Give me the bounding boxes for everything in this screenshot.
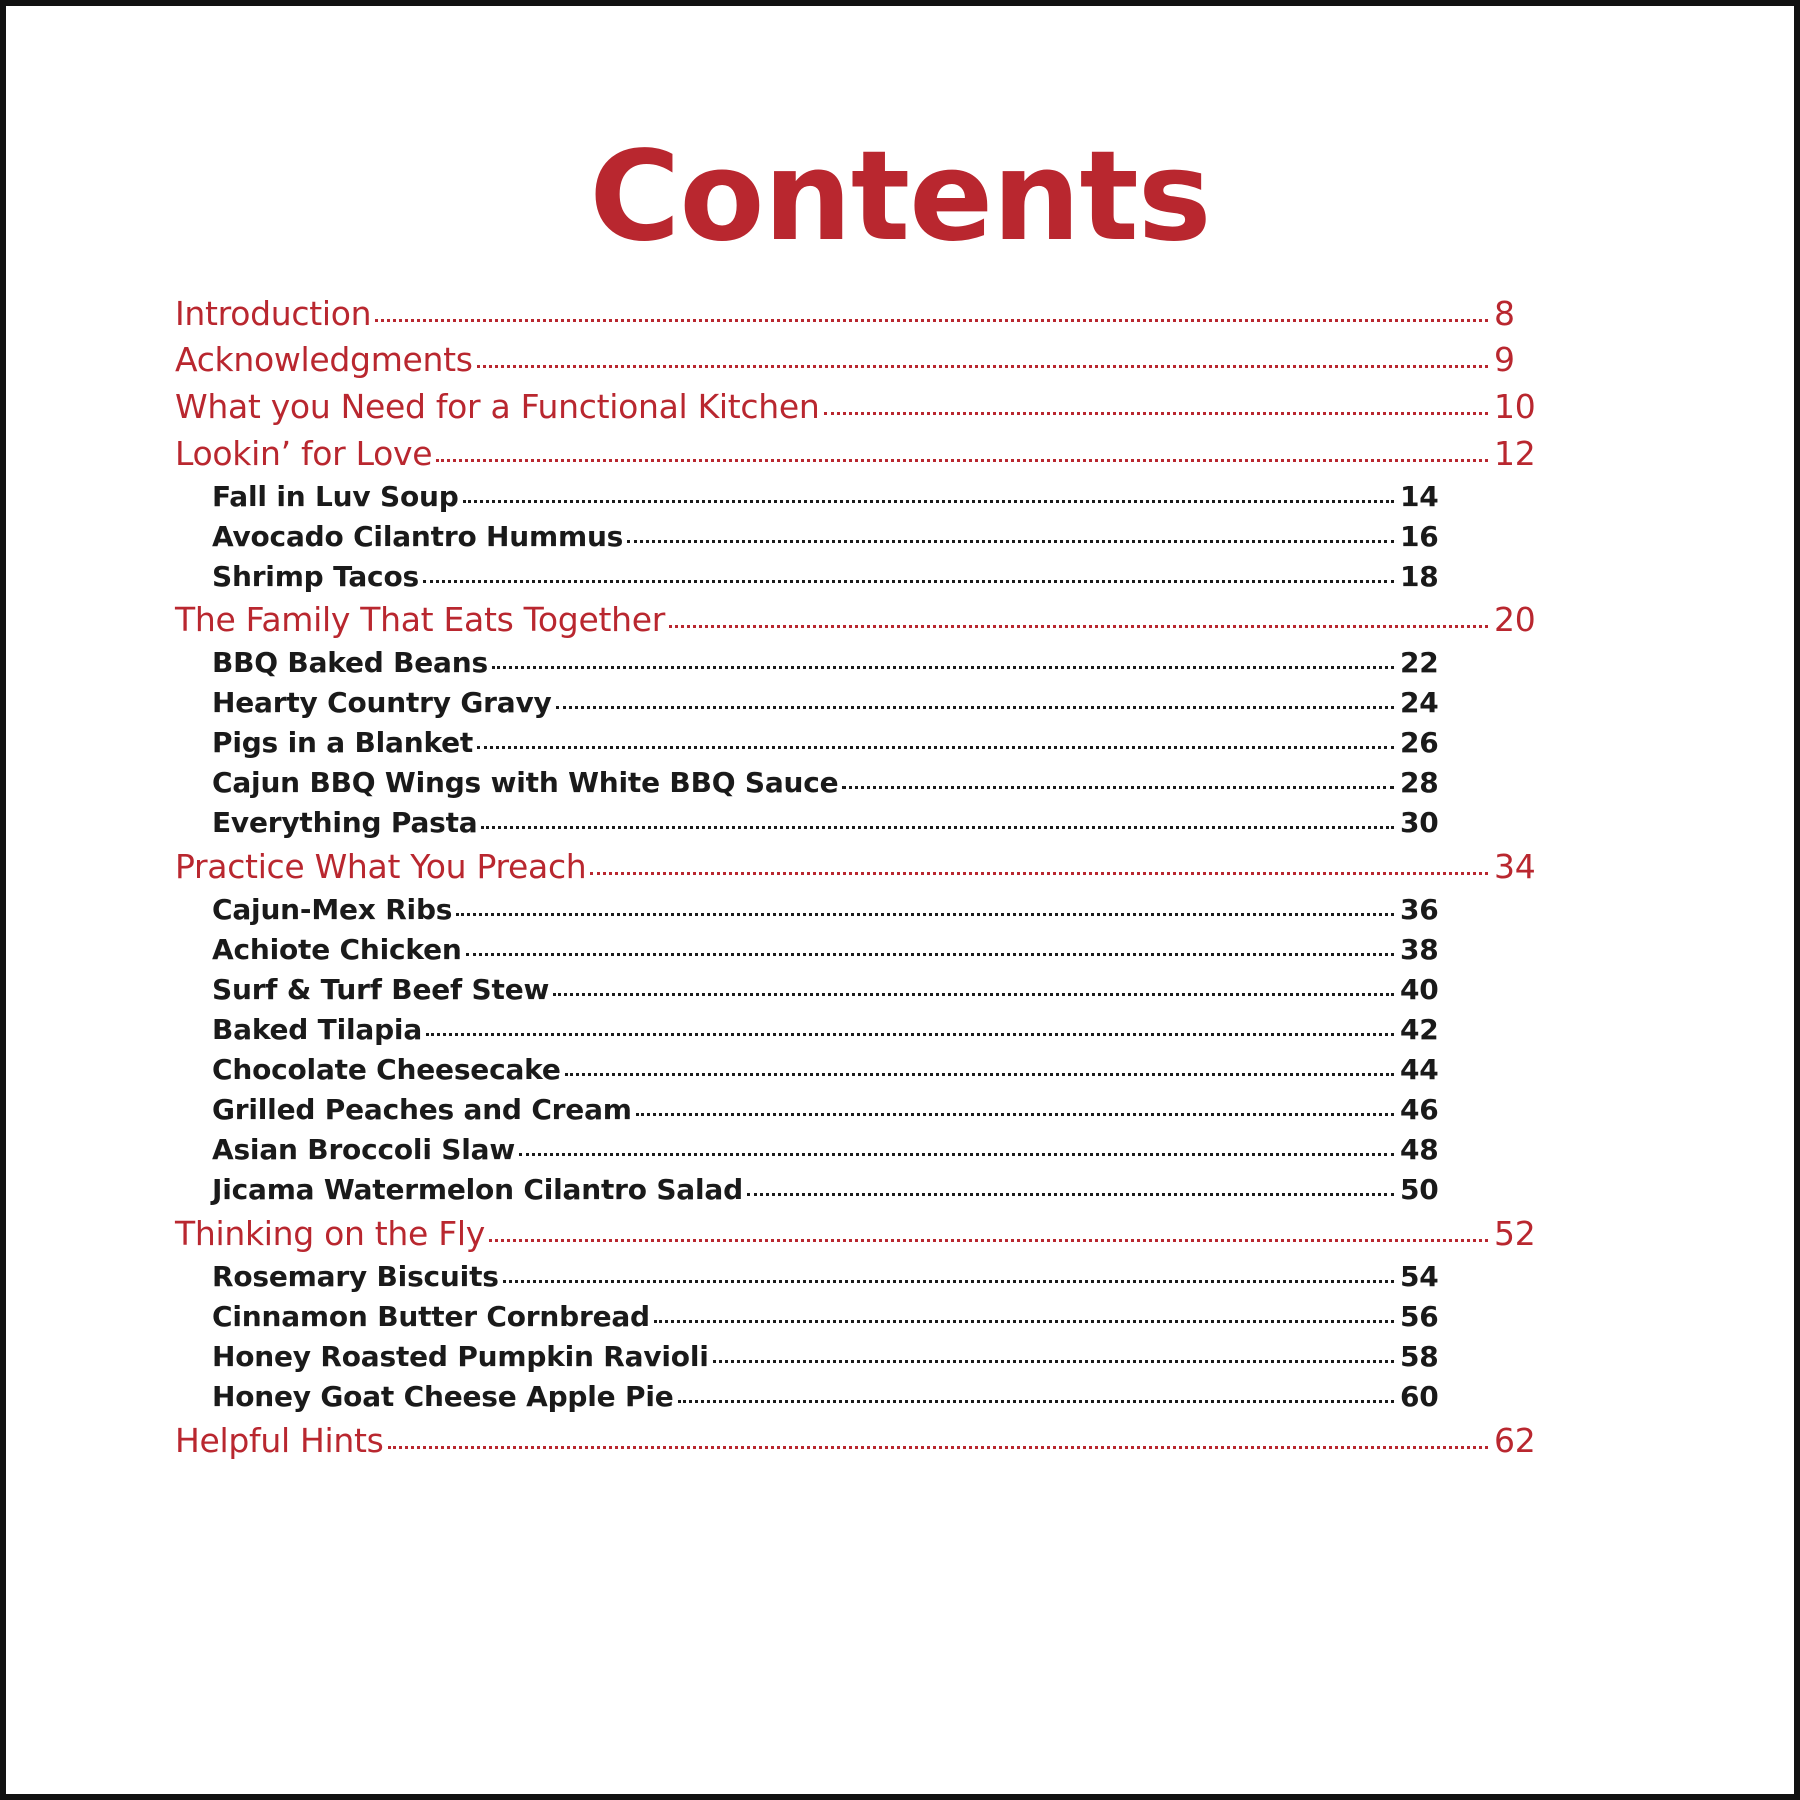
toc-page-number: 34 <box>1494 847 1536 886</box>
toc-entry-label: Avocado Cilantro Hummus <box>212 520 624 553</box>
toc-entry-label: Honey Roasted Pumpkin Ravioli <box>212 1340 709 1373</box>
toc-recipe-pigs-in-a-blanket[interactable] <box>212 724 1444 762</box>
dot-leader <box>519 1153 1394 1156</box>
toc-entry-label: Surf & Turf Beef Stew <box>212 973 550 1006</box>
dot-leader <box>477 746 1394 749</box>
toc-page-number: 58 <box>1400 1340 1439 1373</box>
dot-leader <box>556 706 1394 709</box>
toc-recipe-chocolate-cheesecake[interactable] <box>212 1051 1444 1089</box>
toc-page-number: 8 <box>1494 294 1515 333</box>
toc-entry-label: Jicama Watermelon Cilantro Salad <box>212 1173 743 1206</box>
toc-entry-label: Introduction <box>175 294 372 333</box>
dot-leader <box>463 500 1394 503</box>
toc-recipe-asian-broccoli-slaw[interactable] <box>212 1131 1444 1169</box>
dot-leader <box>747 1193 1394 1196</box>
toc-entry-label: Everything Pasta <box>212 806 478 839</box>
toc-page-number: 48 <box>1400 1133 1439 1166</box>
dot-leader <box>654 1320 1394 1323</box>
toc-recipe-hearty-country-gravy[interactable] <box>212 684 1444 722</box>
dot-leader <box>375 319 1488 322</box>
dot-leader <box>456 913 1394 916</box>
toc-page-number: 56 <box>1400 1300 1439 1333</box>
toc-entry-label: Cajun BBQ Wings with White BBQ Sauce <box>212 766 839 799</box>
toc-page-number: 20 <box>1494 600 1536 639</box>
dot-leader <box>627 540 1394 543</box>
toc-page-number: 36 <box>1400 893 1439 926</box>
toc-page-number: 22 <box>1400 646 1439 679</box>
toc-entry-label: The Family That Eats Together <box>175 600 665 639</box>
toc-entry-label: Shrimp Tacos <box>212 560 419 593</box>
dot-leader <box>489 1239 1488 1242</box>
toc-entry-label: Chocolate Cheesecake <box>212 1053 561 1086</box>
dot-leader <box>477 365 1488 368</box>
toc-section-acknowledgments[interactable] <box>175 338 1550 382</box>
toc-section-thinking-on-the-fly[interactable] <box>175 1212 1550 1256</box>
dot-leader <box>436 459 1488 462</box>
toc-page-number: 46 <box>1400 1093 1439 1126</box>
toc-entry-label: Honey Goat Cheese Apple Pie <box>212 1380 674 1413</box>
toc-section-practice-what-you-preach[interactable] <box>175 845 1550 889</box>
dot-leader <box>636 1113 1394 1116</box>
dot-leader <box>678 1400 1394 1403</box>
toc-recipe-honey-roasted-pumpkin-ravioli[interactable] <box>212 1338 1444 1376</box>
toc-recipe-jicama-watermelon-salad[interactable] <box>212 1171 1444 1209</box>
dot-leader <box>481 826 1394 829</box>
toc-page-number: 30 <box>1400 806 1439 839</box>
toc-entry-label: Cinnamon Butter Cornbread <box>212 1300 650 1333</box>
toc-entry-label: Rosemary Biscuits <box>212 1260 499 1293</box>
toc-entry-label: Helpful Hints <box>175 1421 384 1460</box>
dot-leader <box>503 1280 1394 1283</box>
toc-page-number: 40 <box>1400 973 1439 1006</box>
toc-recipe-achiote-chicken[interactable] <box>212 931 1444 969</box>
toc-recipe-shrimp-tacos[interactable] <box>212 558 1444 596</box>
toc-entry-label: Fall in Luv Soup <box>212 480 459 513</box>
toc-page-number: 54 <box>1400 1260 1439 1293</box>
toc-entry-label: Baked Tilapia <box>212 1013 423 1046</box>
toc-page-number: 10 <box>1494 387 1536 426</box>
toc-recipe-surf-turf-beef-stew[interactable] <box>212 971 1444 1009</box>
toc-recipe-bbq-baked-beans[interactable] <box>212 644 1444 682</box>
toc-recipe-cajun-bbq-wings[interactable] <box>212 764 1444 802</box>
dot-leader <box>590 872 1488 875</box>
toc-recipe-rosemary-biscuits[interactable] <box>212 1258 1444 1296</box>
toc-entry-label: Cajun-Mex Ribs <box>212 893 453 926</box>
toc-recipe-everything-pasta[interactable] <box>212 804 1444 842</box>
toc-entry-label: Practice What You Preach <box>175 847 587 886</box>
toc-section-lookin-for-love[interactable] <box>175 432 1550 476</box>
toc-entry-label: Grilled Peaches and Cream <box>212 1093 632 1126</box>
dot-leader <box>669 625 1488 628</box>
dot-leader <box>842 786 1394 789</box>
toc-page-number: 42 <box>1400 1013 1439 1046</box>
toc-recipe-fall-in-luv-soup[interactable] <box>212 478 1444 516</box>
toc-page-number: 60 <box>1400 1380 1439 1413</box>
dot-leader <box>492 666 1394 669</box>
toc-entry-label: BBQ Baked Beans <box>212 646 488 679</box>
toc-page-number: 14 <box>1400 480 1439 513</box>
toc-entry-label: What you Need for a Functional Kitchen <box>175 387 820 426</box>
dot-leader <box>426 1033 1394 1036</box>
dot-leader <box>565 1073 1394 1076</box>
dot-leader <box>824 412 1489 415</box>
toc-page-number: 9 <box>1494 340 1515 379</box>
toc-section-introduction[interactable] <box>175 292 1550 336</box>
toc-entry-label: Hearty Country Gravy <box>212 686 552 719</box>
toc-recipe-baked-tilapia[interactable] <box>212 1011 1444 1049</box>
page-title: Contents <box>589 125 1211 269</box>
toc-section-helpful-hints[interactable] <box>175 1419 1550 1463</box>
dot-leader <box>553 993 1394 996</box>
dot-leader <box>713 1360 1394 1363</box>
toc-page-number: 38 <box>1400 933 1439 966</box>
toc-page-number: 18 <box>1400 560 1439 593</box>
toc-section-functional-kitchen[interactable] <box>175 385 1550 429</box>
toc-entry-label: Acknowledgments <box>175 340 473 379</box>
toc-recipe-cinnamon-butter-cornbread[interactable] <box>212 1298 1444 1336</box>
toc-entry-label: Lookin’ for Love <box>175 434 433 473</box>
toc-page-number: 52 <box>1494 1214 1536 1253</box>
toc-section-family-eats-together[interactable] <box>175 598 1550 642</box>
toc-page-number: 24 <box>1400 686 1439 719</box>
toc-page-number: 44 <box>1400 1053 1439 1086</box>
dot-leader <box>423 580 1394 583</box>
toc-page-number: 28 <box>1400 766 1439 799</box>
toc-entry-label: Pigs in a Blanket <box>212 726 474 759</box>
dot-leader <box>388 1446 1488 1449</box>
toc-page-number: 16 <box>1400 520 1439 553</box>
toc-entry-label: Thinking on the Fly <box>175 1214 486 1253</box>
toc-recipe-grilled-peaches-cream[interactable] <box>212 1091 1444 1129</box>
toc-recipe-honey-goat-cheese-apple-pie[interactable] <box>212 1378 1444 1416</box>
toc-recipe-cajun-mex-ribs[interactable] <box>212 891 1444 929</box>
toc-entry-label: Achiote Chicken <box>212 933 462 966</box>
toc-page-number: 12 <box>1494 434 1536 473</box>
toc-page-number: 26 <box>1400 726 1439 759</box>
toc-page-number: 50 <box>1400 1173 1439 1206</box>
toc-entry-label: Asian Broccoli Slaw <box>212 1133 515 1166</box>
toc-recipe-avocado-cilantro-hummus[interactable] <box>212 518 1444 556</box>
toc-page-number: 62 <box>1494 1421 1536 1460</box>
dot-leader <box>466 953 1394 956</box>
